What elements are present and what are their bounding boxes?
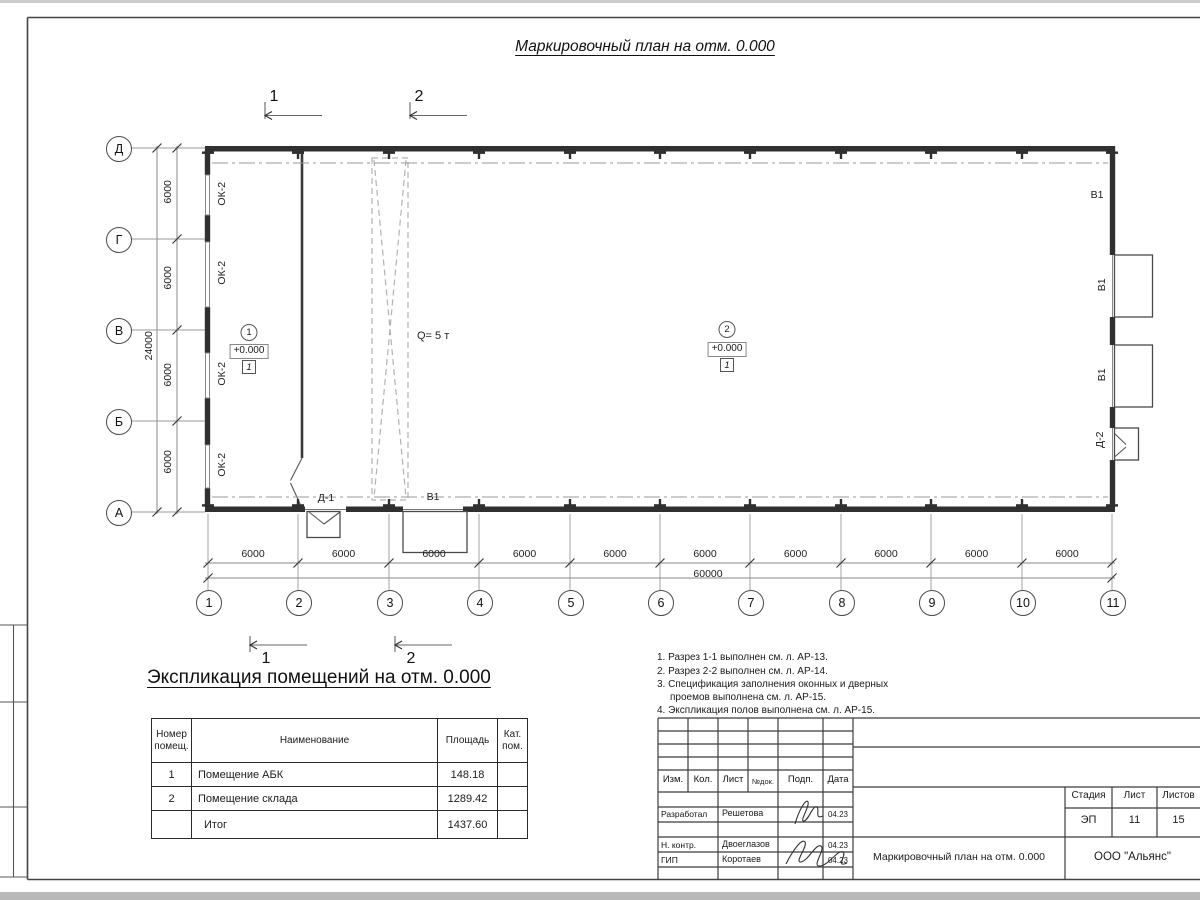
stamp-role-gip: ГИП — [661, 855, 678, 865]
stamp-doc-name: Маркировочный план на отм. 0.000 — [872, 851, 1046, 863]
stamp-stage-label: Стадия — [1071, 790, 1106, 801]
stamp-role-nkontr: Н. контр. — [661, 840, 697, 850]
bay-dim-label: 6000 — [693, 548, 717, 560]
gate-v1-label-top: В1 — [1090, 189, 1104, 201]
section-marks — [250, 102, 467, 652]
col-header-cat: Кат. пом. — [498, 719, 528, 763]
generated-marks — [130, 144, 1118, 591]
room-2-number: 2 — [719, 321, 736, 338]
room-area: 1289.42 — [438, 787, 498, 811]
grid-axis-circle-col: 6 — [648, 590, 674, 616]
gate-v1-label-right: В1 — [1096, 278, 1109, 292]
room-cat — [498, 787, 528, 811]
room-name: Помещение склада — [192, 787, 438, 811]
stamp-col-izm: Изм. — [662, 774, 684, 785]
crane-rail-lines — [212, 163, 1108, 497]
door-swing-d1 — [309, 512, 340, 524]
col-header-name: Наименование — [192, 719, 438, 763]
building-walls — [205, 146, 1115, 514]
total-width-dim: 60000 — [693, 568, 723, 580]
bay-dim-label: 6000 — [1055, 548, 1079, 560]
stamp-name-razrabotal: Решетова — [722, 808, 764, 818]
stamp-col-kol: Кол. — [693, 774, 713, 785]
table-row — [152, 763, 528, 787]
grid-axis-circle-col: 4 — [467, 590, 493, 616]
bay-dim-label: 6000 — [783, 548, 808, 560]
note-2: 2. Разрез 2-2 выполнен см. л. АР-14. — [657, 665, 828, 677]
note-3: 3. Спецификация заполнения оконных и дверных проемов выполнена см. л. АР-15. — [657, 679, 889, 703]
grid-axis-circle-row: В — [106, 318, 132, 344]
stamp-role-razrabotal: Разработал — [661, 809, 708, 819]
room-num: 1 — [152, 763, 192, 787]
bay-dim-label: 6000 — [162, 362, 175, 386]
window-ok2-label: ОК-2 — [216, 452, 229, 477]
grid-axis-circle-row: Б — [106, 409, 132, 435]
bay-dim-label: 6000 — [331, 548, 356, 560]
bay-dim-label: 6000 — [422, 548, 446, 560]
door-d2-label: Д-2 — [1094, 431, 1107, 449]
drawing-title: Маркировочный план на отм. 0.000 — [515, 38, 775, 55]
col-header-area: Площадь — [438, 719, 498, 763]
section-mark-2-top: 2 — [414, 88, 424, 105]
grid-axis-circle-col: 10 — [1010, 590, 1036, 616]
room-cat — [498, 763, 528, 787]
total-label: Итог — [192, 811, 438, 839]
grid-axis-circle-col: 7 — [738, 590, 764, 616]
bay-dim-label: 6000 — [162, 449, 175, 473]
grid-axis-circle-col: 9 — [919, 590, 945, 616]
crane-capacity-label: Q= 5 т — [417, 330, 450, 342]
room-name: Помещение АБК — [192, 763, 438, 787]
note-1: 1. Разрез 1-1 выполнен см. л. АР-13. — [657, 652, 828, 663]
stamp-name-gip: Коротаев — [722, 854, 761, 864]
bay-dim-label: 6000 — [964, 548, 989, 560]
stamp-sheet-label: Лист — [1123, 790, 1146, 801]
room-area: 148.18 — [438, 763, 498, 787]
signature-razrabotal — [795, 801, 823, 824]
table-row — [152, 787, 528, 811]
room-num: 2 — [152, 787, 192, 811]
window-ok2-label: ОК-2 — [216, 181, 229, 206]
partition-wall — [291, 151, 303, 505]
room-1-floor-type: 1 — [242, 360, 256, 374]
stamp-sheets-label: Листов — [1162, 790, 1195, 801]
bay-dim-label: 6000 — [603, 548, 627, 560]
total-height-dim: 24000 — [143, 331, 156, 361]
grid-axis-circle-col: 5 — [558, 590, 584, 616]
grid-axis-circle-col: 8 — [829, 590, 855, 616]
col-header-num: Номер помещ. — [152, 719, 192, 763]
note-4: 4. Экспликация полов выполнена см. л. АР-15. — [657, 705, 876, 716]
bay-dim-label: 6000 — [241, 548, 265, 560]
stamp-date-nkontr: 04.23 — [827, 841, 849, 850]
gate-v1-label-right: В1 — [1096, 368, 1109, 382]
bay-dim-label: 6000 — [512, 548, 537, 560]
total-cat — [498, 811, 528, 839]
grid-axis-circle-col: 11 — [1100, 590, 1126, 616]
table-row-total — [152, 811, 528, 839]
notes-list — [657, 652, 925, 719]
grid-axis-circle-row: А — [106, 500, 132, 526]
stamp-col-data: Дата — [827, 774, 849, 785]
stamp-date-razrabotal: 04.23 — [827, 810, 849, 819]
stamp-col-podp: Подп. — [787, 774, 814, 785]
gate-v1-label-bottom: В1 — [426, 491, 440, 503]
room-1-number: 1 — [241, 324, 258, 341]
door-d1-label: Д-1 — [317, 492, 335, 504]
section-mark-1-bottom: 1 — [261, 650, 271, 667]
frame-side-cells — [0, 625, 27, 877]
bay-dim-label: 6000 — [162, 265, 175, 289]
section-mark-1-top: 1 — [269, 88, 279, 105]
window-ok2-label: ОК-2 — [216, 361, 229, 386]
crane-zone — [372, 158, 408, 500]
door-swing-d2 — [1114, 433, 1126, 458]
grid-axis-circle-row: Г — [106, 227, 132, 253]
stamp-stage-value: ЭП — [1080, 814, 1097, 826]
stamp-col-list: Лист — [722, 774, 744, 785]
bay-dim-label: 6000 — [874, 548, 898, 560]
grid-axis-circle-col: 2 — [286, 590, 312, 616]
stamp-col-ndok: №док. — [752, 777, 774, 786]
stamp-sheets-value: 15 — [1172, 814, 1185, 826]
explication-table — [151, 718, 528, 839]
total-num — [152, 811, 192, 839]
section-mark-2-bottom: 2 — [406, 650, 416, 667]
stamp-name-nkontr: Двоеглазов — [722, 839, 770, 849]
grid-axis-circle-col: 3 — [377, 590, 403, 616]
stamp-sheet-value: 11 — [1128, 814, 1141, 826]
explication-heading: Экспликация помещений на отм. 0.000 — [147, 667, 491, 688]
bay-dim-label: 6000 — [162, 179, 175, 203]
total-area: 1437.60 — [438, 811, 498, 839]
grid-axis-circle-col: 1 — [196, 590, 222, 616]
window-ok2-label: ОК-2 — [216, 260, 229, 285]
room-1-elevation: +0.000 — [230, 344, 269, 359]
room-2-elevation: +0.000 — [708, 342, 747, 357]
stamp-date-gip: 04.23 — [827, 856, 849, 865]
stamp-company: ООО "Альянс" — [1094, 851, 1171, 863]
grid-axis-circle-row: Д — [106, 136, 132, 162]
room-2-floor-type: 1 — [720, 358, 734, 372]
